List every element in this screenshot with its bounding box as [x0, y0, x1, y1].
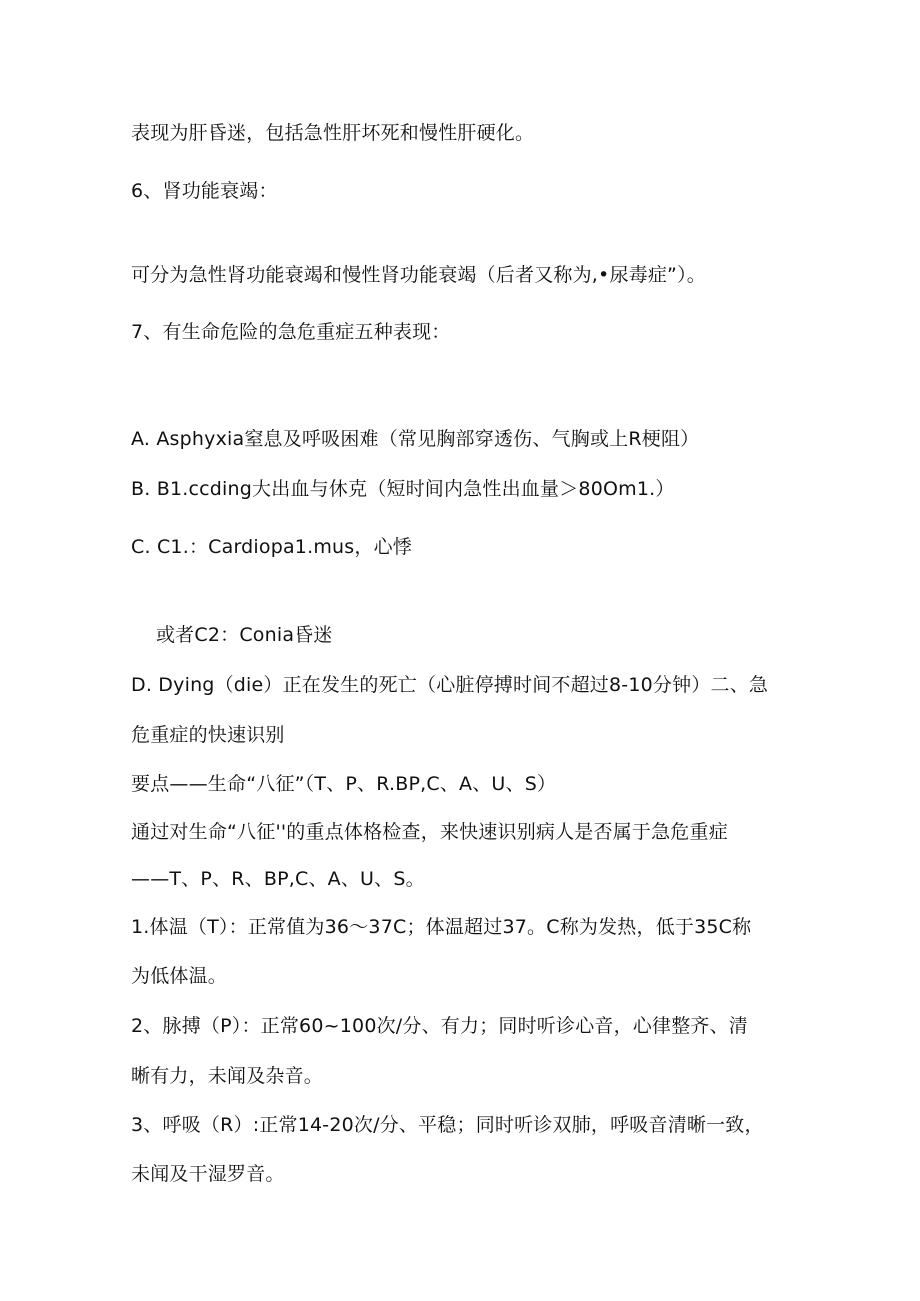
- text-line: ——T、P、R、BP,C、A、U、S。: [131, 868, 425, 890]
- text-line: 通过对生命“八征''的重点体格检查，来快速识别病人是否属于急危重症: [131, 821, 728, 843]
- list-item: B. B1.ccding大出血与休克（短时间内急性出血量＞80Om1.）: [131, 478, 675, 500]
- list-item: C. C1.：Cardiopa1.mus，心悸: [131, 536, 412, 558]
- text-line: 要点——生命“八征”（T、P、R.BP,C、A、U、S）: [131, 773, 557, 795]
- section-heading: 7、有生命危险的急危重症五种表现：: [131, 321, 451, 343]
- list-item: A. Asphyxia窒息及呼吸困难（常见胸部穿透伤、气胸或上R梗阻）: [131, 428, 700, 450]
- text-line: 2、脉搏（P）：正常60~100次/分、有力；同时听诊心音，心律整齐、清: [131, 1015, 749, 1037]
- text-line: 危重症的快速识别: [131, 724, 285, 746]
- text-line: 晰有力，未闻及杂音。: [131, 1065, 324, 1087]
- section-heading: 6、肾功能衰竭：: [131, 180, 278, 202]
- list-item: D. Dying（die）正在发生的死亡（心脏停搏时间不超过8-10分钟）二、急: [131, 674, 769, 696]
- text-line: 为低体温。: [131, 965, 228, 987]
- text-line: 1.体温（T）：正常值为36～37C；体温超过37。C称为发热，低于35C称: [131, 916, 752, 938]
- text-line: 可分为急性肾功能衰竭和慢性肾功能衰竭（后者又称为,•尿毒症”）。: [131, 264, 706, 286]
- text-line: 表现为肝昏迷，包括急性肝坏死和慢性肝硬化。: [131, 122, 535, 144]
- text-line: 未闻及干湿罗音。: [131, 1163, 285, 1185]
- text-line: 3、呼吸（R）:正常14-20次/分、平稳；同时听诊双肺，呼吸音清晰一致，: [131, 1114, 764, 1136]
- list-item: 或者C2：Conia昏迷: [131, 624, 333, 646]
